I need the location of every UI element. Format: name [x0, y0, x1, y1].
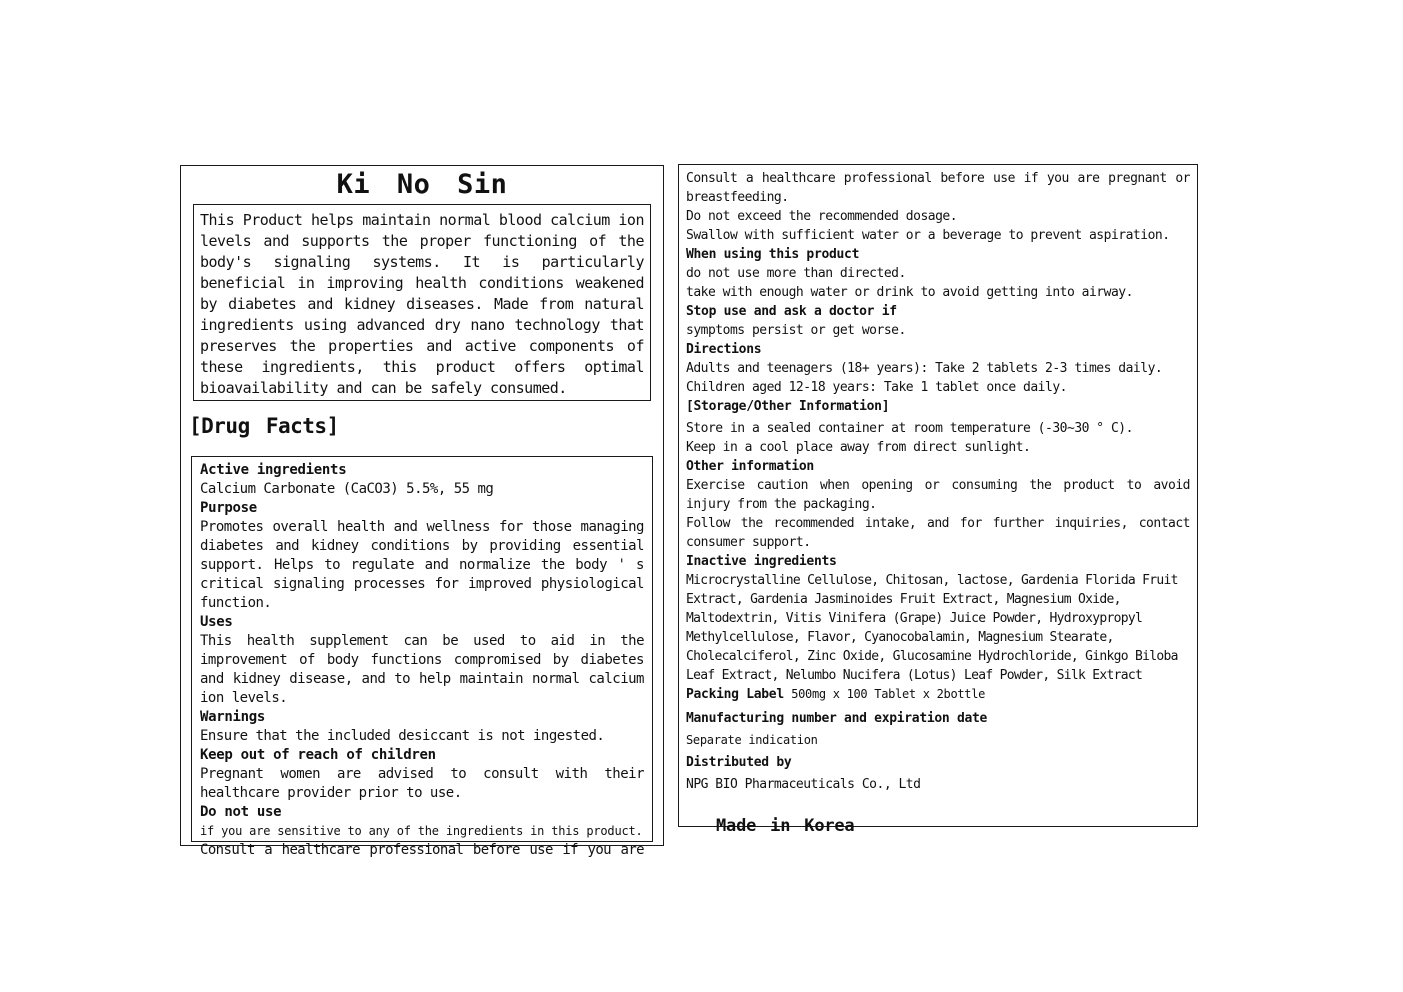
when-using-line2: take with enough water or drink to avoid getting into airway.	[686, 285, 1133, 300]
when-using-heading: When using this product	[686, 247, 860, 262]
stop-use-text: symptoms persist or get worse.	[686, 323, 906, 338]
storage-line2: Keep in a cool place away from direct sunlight.	[686, 440, 1031, 455]
directions-line1: Adults and teenagers (18+ years): Take 2 tablets 2-3 times daily.	[686, 361, 1163, 376]
keep-out-of-reach-heading: Keep out of reach of children	[200, 747, 436, 763]
manufacturing-value: Separate indication	[686, 733, 818, 747]
other-information-heading: Other information	[686, 459, 814, 474]
drug-facts-heading: [Drug Facts]	[189, 414, 339, 438]
inactive-ingredients-text: Microcrystalline Cellulose, Chitosan, lactose, Gardenia Florida Fruit Extract, Gardenia Jasminoides Fruit Extract, Magnesium Oxide, Maltodextrin, Vitis Vinifera (Grape) Juice Powder, Hydroxypropyl Methylcellulose, Flavor, Cyanocobalamin, Magnesium Stearate, Cholecalciferol, Zinc Oxide, Glucosamine Hydrochloride, Ginkgo Biloba Leaf Extract, Nelumbo Nucifera (Lotus) Leaf Powder, Silk Extract	[686, 573, 1178, 683]
warnings-text: Ensure that the included desiccant is not ingested.	[200, 728, 605, 744]
pregnancy-consult-text: Consult a healthcare professional before use if you are pregnant or breastfeeding.	[686, 171, 1190, 205]
distributed-by-heading: Distributed by	[686, 755, 792, 770]
other-information-text2: Follow the recommended intake, and for further inquiries, contact consumer support.	[686, 516, 1190, 550]
stop-use-heading: Stop use and ask a doctor if	[686, 304, 897, 319]
product-description: This Product helps maintain normal blood calcium ion levels and supports the proper functioning of the body's signaling systems. It is particularly beneficial in improving health conditions weakened by diabetes and kidney diseases. Made from natural ingredients using advanced dry nano technology that preserves the properties and active components of these ingredients, this product offers optimal bioavailability and can be safely consumed.	[200, 211, 644, 397]
packing-label-heading: Packing Label	[686, 687, 784, 702]
active-ingredients-heading: Active ingredients	[200, 462, 347, 478]
product-title: Ki No Sin	[336, 169, 508, 200]
purpose-heading: Purpose	[200, 500, 257, 516]
directions-heading: Directions	[686, 342, 762, 357]
uses-heading: Uses	[200, 614, 233, 630]
warnings-heading: Warnings	[200, 709, 266, 725]
uses-text: This health supplement can be used to aid in the improvement of body functions compromised by diabetes and kidney disease, and to help maintain normal calcium ion levels.	[200, 633, 644, 706]
inactive-ingredients-heading: Inactive ingredients	[686, 554, 837, 569]
keep-out-of-reach-text: Pregnant women are advised to consult with their healthcare provider prior to use.	[200, 766, 644, 801]
swallow-text: Swallow with sufficient water or a beverage to prevent aspiration.	[686, 228, 1170, 243]
manufacturing-heading: Manufacturing number and expiration date	[686, 711, 988, 726]
directions-line2: Children aged 12-18 years: Take 1 tablet once daily.	[686, 380, 1067, 395]
active-ingredients-value: Calcium Carbonate (CaCO3) 5.5%, 55 mg	[200, 481, 494, 497]
drug-facts-box	[191, 456, 653, 858]
when-using-line1: do not use more than directed.	[686, 266, 906, 281]
packing-label-row	[686, 685, 1190, 704]
do-not-use-text: if you are sensitive to any of the ingredients in this product.	[200, 824, 643, 838]
product-description-box	[193, 204, 651, 401]
storage-line1: Store in a sealed container at room temperature (-30~30 ° C).	[686, 421, 1133, 436]
drug-label-right-panel	[678, 164, 1198, 836]
drug-label-left-panel	[180, 165, 664, 858]
do-not-use-heading: Do not use	[200, 804, 282, 820]
made-in-korea-text: Made in Korea	[716, 816, 855, 836]
packing-label-value: 500mg x 100 Tablet x 2bottle	[791, 687, 986, 701]
other-information-text1: Exercise caution when opening or consuming the product to avoid injury from the packaging.	[686, 478, 1190, 512]
consult-cutoff-text: Consult a healthcare professional before use if you are	[200, 842, 644, 858]
purpose-text: Promotes overall health and wellness for those managing diabetes and kidney conditions by providing essential support. Helps to regulate and normalize the body ' s critical signaling processes for improved physiological function.	[200, 519, 644, 611]
storage-other-info-heading: [Storage/Other Information]	[686, 399, 890, 414]
distributed-by-value: NPG BIO Pharmaceuticals Co., Ltd	[686, 777, 921, 792]
dosage-text: Do not exceed the recommended dosage.	[686, 209, 958, 224]
